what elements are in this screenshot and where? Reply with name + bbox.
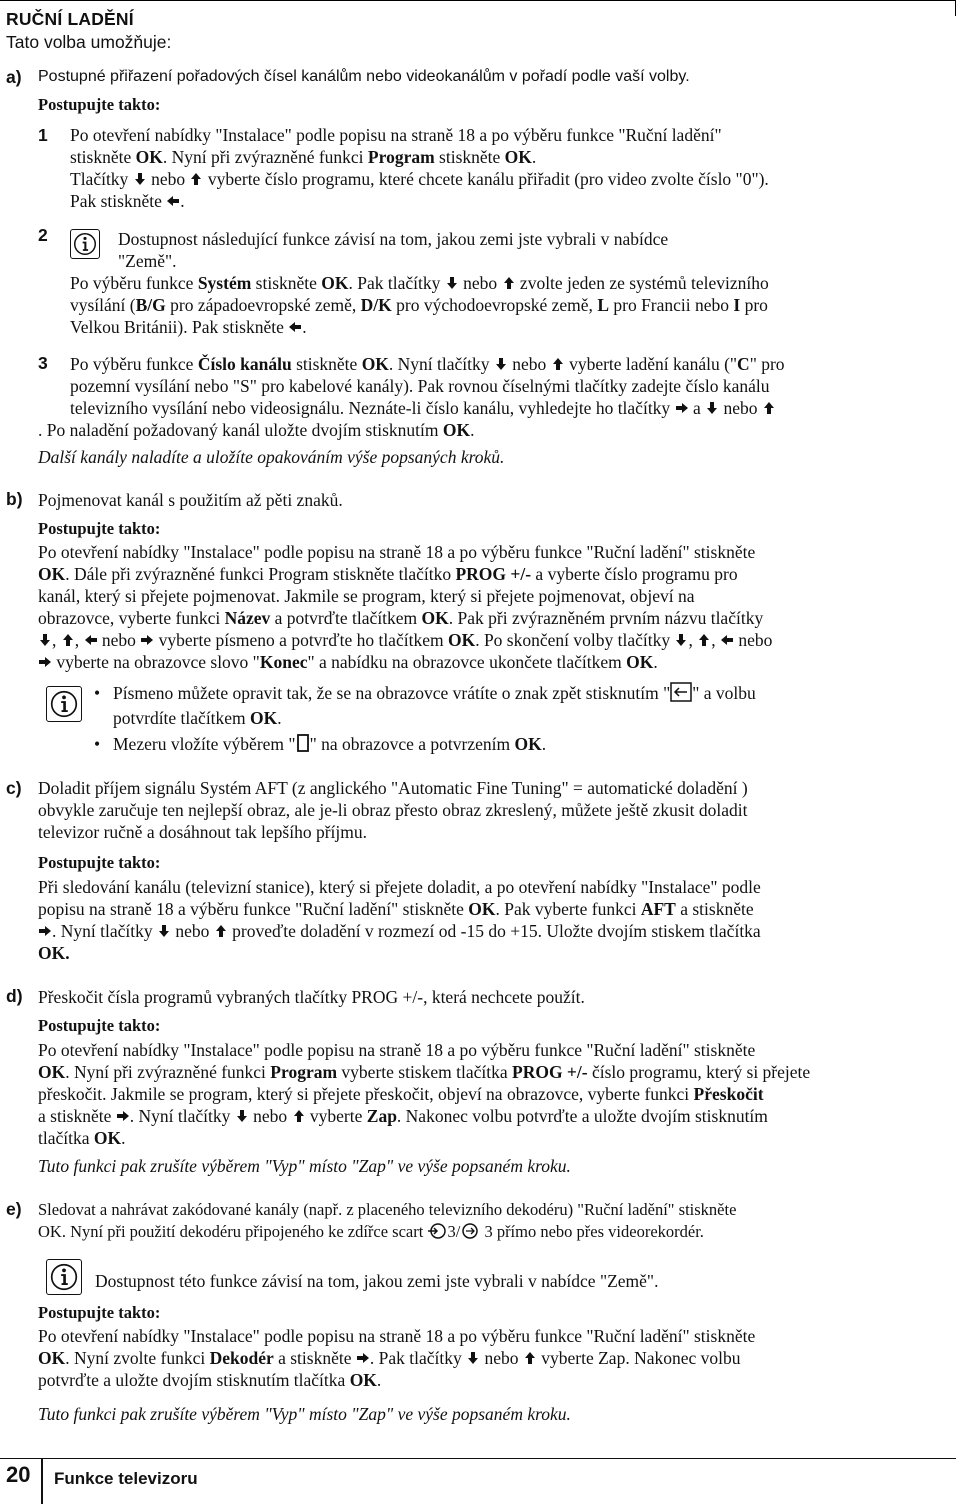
section-a-lead: Postupné přiřazení pořadových čísel kanálům nebo videokanálům v pořadí podle vaší volby. xyxy=(38,68,690,85)
arrow-up-icon xyxy=(214,921,228,935)
section-b-line-3: kanál, který si přejete pojmenovat. Jakmile se program, který si přejete pojmenovat, objeví na xyxy=(38,586,695,606)
section-e-lead-line-2: OK. Nyní při použití dekodéru připojeného ke zdířce scart 3/ 3 přímo nebo přes videorekordér. xyxy=(38,1221,956,1246)
arrow-left-icon xyxy=(84,630,98,644)
arrow-down-icon xyxy=(133,169,147,183)
step-1-line-3: Tlačítky nebo vyberte číslo programu, které chcete kanálu přiřadit (pro video zvolte číslo "0"). xyxy=(70,169,769,189)
step-1-text xyxy=(70,124,950,212)
step-3-text xyxy=(70,353,955,419)
arrow-up-icon xyxy=(551,354,565,368)
section-e-howto: Postupujte takto: xyxy=(38,1303,161,1322)
note-1-line-1: Písmeno můžete opravit tak, že se na obrazovce vrátíte o znak zpět stisknutím " " a volbu xyxy=(113,682,943,707)
section-b-line-2: OK. Dále při zvýrazněné funkci Program stiskněte tlačítko PROG +/- a vyberte číslo programu pro xyxy=(38,564,738,584)
section-e-lead xyxy=(38,1199,956,1246)
arrow-up-icon xyxy=(189,169,203,183)
section-d-line-1: Po otevření nabídky "Instalace" podle popisu na straně 18 a po výběru funkce "Ruční ladění" stiskněte xyxy=(38,1040,756,1060)
section-e-note: Dostupnost této funkce závisí na tom, jakou zemi jste vybrali v nabídce "Země". xyxy=(95,1271,659,1291)
step-1-line-1: Po otevření nabídky "Instalace" podle popisu na straně 18 a po výběru funkce "Ruční ladění" xyxy=(70,125,722,145)
section-d-line-5: tlačítka OK. xyxy=(38,1128,126,1148)
bullet: • xyxy=(94,683,101,703)
section-b-line-1: Po otevření nabídky "Instalace" podle popisu na straně 18 a po výběru funkce "Ruční ladění" stiskněte xyxy=(38,542,756,562)
backspace-icon xyxy=(670,682,692,707)
section-b-line-5: , , nebo vyberte písmeno a potvrďte ho tlačítkem OK. Po skončení volby tlačítky , , nebo xyxy=(38,629,956,651)
step-2-note-line-1: Dostupnost následující funkce závisí na tom, jakou zemi jste vybrali v nabídce xyxy=(118,229,669,249)
step-3-line-2: pozemní vysílání nebo "S" pro kabelové kanály). Pak rovnou číselnými tlačítky zadejte číslo kanálu xyxy=(70,376,770,396)
section-a-howto: Postupujte takto: xyxy=(38,95,161,114)
step-2-line-2: vysílání (B/G pro západoevropské země, D/K pro východoevropské země, L pro Francii nebo I pro xyxy=(70,295,768,315)
info-icon xyxy=(46,1259,82,1295)
step-2-line-1: Po výběru funkce Systém stiskněte OK. Pak tlačítky nebo zvolte jeden ze systémů televizního xyxy=(70,273,769,293)
section-b-note-1 xyxy=(113,682,943,729)
section-e-body xyxy=(38,1325,956,1391)
section-c-body-line-4: OK. xyxy=(38,943,70,963)
section-b-line-4: obrazovce, vyberte funkci Název a potvrďte tlačítkem OK. Pak při zvýrazněném prvním názvu tlačítky xyxy=(38,608,764,628)
arrow-right-icon xyxy=(38,921,52,935)
section-c-body xyxy=(38,876,956,964)
arrow-up-icon xyxy=(61,630,75,644)
arrow-up-icon xyxy=(697,630,711,644)
section-e-line-3: potvrďte a uložte dvojím stisknutím tlačítka OK. xyxy=(38,1370,382,1390)
section-c-line-3: televizor ručně a dosáhnout tak lepšího příjmu. xyxy=(38,822,368,842)
section-b-note-2: Mezeru vložíte výběrem " " na obrazovce a potvrzením OK. xyxy=(113,733,943,758)
arrow-left-icon xyxy=(720,630,734,644)
arrow-up-icon xyxy=(292,1106,306,1120)
top-rule xyxy=(0,0,956,1)
step-2-note-line-2: "Země". xyxy=(118,251,177,271)
space-icon xyxy=(296,733,310,758)
section-d-line-3: přeskočit. Jakmile se program, který si přejete přeskočit, objeví na obrazovce, vyberte funkci Přeskočit xyxy=(38,1084,764,1104)
arrow-down-icon xyxy=(235,1106,249,1120)
section-e-letter: e) xyxy=(6,1199,22,1219)
info-icon xyxy=(70,229,100,259)
section-d-howto: Postupujte takto: xyxy=(38,1016,161,1035)
arrow-down-icon xyxy=(494,354,508,368)
arrow-down-icon xyxy=(705,398,719,412)
step-1-line-2: stiskněte OK. Nyní při zvýrazněné funkci Program stiskněte OK. xyxy=(70,147,537,167)
section-a-letter: a) xyxy=(6,67,22,87)
section-c-letter: c) xyxy=(6,778,22,798)
arrow-right-icon xyxy=(116,1106,130,1120)
step-2-note xyxy=(118,228,948,272)
page-title: RUČNÍ LADĚNÍ xyxy=(6,9,134,29)
section-d-letter: d) xyxy=(6,986,23,1006)
step-3-line-3: televizního vysílání nebo videosignálu. Neznáte-li číslo kanálu, vyhledejte ho tlačítky a nebo xyxy=(70,397,955,419)
section-c-howto: Postupujte takto: xyxy=(38,853,161,872)
step-1-number: 1 xyxy=(38,125,48,145)
arrow-up-icon xyxy=(523,1348,537,1362)
footer-divider xyxy=(41,1458,43,1504)
bullet: • xyxy=(94,734,101,754)
section-d-italic-note: Tuto funkci pak zrušíte výběrem "Vyp" místo "Zap" ve výše popsaném kroku. xyxy=(38,1156,571,1176)
step-2-line-3: Velkou Británii). Pak stiskněte . xyxy=(70,317,307,337)
section-c-line-2: obvykle zaručuje ten nejlepší obraz, ale je-li obraz přesto obraz zkreslený, můžete ještě zkusit doladit xyxy=(38,800,748,820)
step-3-line-1: Po výběru funkce Číslo kanálu stiskněte OK. Nyní tlačítky nebo vyberte ladění kanálu ("C" pro xyxy=(70,354,785,374)
section-d-line-2: OK. Nyní při zvýrazněné funkci Program vyberte stiskem tlačítka PROG +/- číslo programu, který si přejete xyxy=(38,1062,811,1082)
arrow-right-icon xyxy=(140,630,154,644)
section-b-howto: Postupujte takto: xyxy=(38,519,161,538)
arrow-down-icon xyxy=(445,273,459,287)
section-e-lead-line-1: Sledovat a nahrávat zakódované kanály (např. z placeného televizního dekodéru) "Ruční ladění" stiskněte xyxy=(38,1200,737,1219)
arrow-down-icon xyxy=(674,630,688,644)
arrow-right-icon xyxy=(38,652,52,666)
scart-input-icon xyxy=(427,1222,447,1246)
note-1-line-2: potvrdíte tlačítkem OK. xyxy=(113,708,282,728)
section-c-body-line-1: Při sledování kanálu (televizní stanice), který si přejete doladit, a po otevření nabídky "Instalace" podle xyxy=(38,877,761,897)
arrow-left-icon xyxy=(166,191,180,205)
arrow-up-icon xyxy=(762,398,776,412)
section-e-line-2: OK. Nyní zvolte funkci Dekodér a stiskněte . Pak tlačítky nebo vyberte Zap. Nakonec volbu xyxy=(38,1348,741,1368)
section-e-italic-note: Tuto funkci pak zrušíte výběrem "Vyp" místo "Zap" ve výše popsaném kroku. xyxy=(38,1404,571,1424)
page-subtitle: Tato volba umožňuje: xyxy=(6,32,172,52)
step-2-text xyxy=(70,272,955,338)
section-b-lead: Pojmenovat kanál s použitím až pěti znaků. xyxy=(38,490,343,510)
footer-section-title: Funkce televizoru xyxy=(54,1469,198,1488)
arrow-down-icon xyxy=(466,1348,480,1362)
step-3-line-4: . Po naladění požadovaný kanál uložte dvojím stisknutím OK. xyxy=(38,420,475,440)
section-c-lead xyxy=(38,777,956,843)
page-number: 20 xyxy=(6,1462,31,1487)
step-2-number: 2 xyxy=(38,225,48,245)
arrow-left-icon xyxy=(288,317,302,331)
arrow-right-icon xyxy=(675,398,689,412)
arrow-right-icon xyxy=(356,1348,370,1362)
step-1-line-4: Pak stiskněte . xyxy=(70,191,185,211)
section-a-italic-note: Další kanály naladíte a uložíte opakováním výše popsaných kroků. xyxy=(38,447,505,467)
section-d-lead: Přeskočit čísla programů vybraných tlačítky PROG +/-, která nechcete použít. xyxy=(38,987,585,1007)
section-b-letter: b) xyxy=(6,489,23,509)
info-icon xyxy=(46,686,82,722)
section-c-line-1: Doladit příjem signálu Systém AFT (z anglického "Automatic Fine Tuning" = automatické doladění ) xyxy=(38,778,748,798)
step-3-number: 3 xyxy=(38,353,48,373)
section-b-body xyxy=(38,541,956,673)
scart-output-icon xyxy=(460,1222,480,1246)
section-c-body-line-2: popisu na straně 18 a výběru funkce "Ruční ladění" stiskněte OK. Pak vyberte funkci AFT a stiskněte xyxy=(38,899,754,919)
section-d-line-4: a stiskněte . Nyní tlačítky nebo vyberte Zap. Nakonec volbu potvrďte a uložte dvojím stisknutím xyxy=(38,1106,768,1126)
footer-rule xyxy=(0,1458,956,1459)
section-c-body-line-3: . Nyní tlačítky nebo proveďte doladění v rozmezí od -15 do +15. Uložte dvojím stiskem tlačítka xyxy=(38,920,956,942)
section-b-line-6: vyberte na obrazovce slovo "Konec" a nabídku na obrazovce ukončete tlačítkem OK. xyxy=(38,651,956,673)
corner-rule xyxy=(955,0,956,16)
section-d-body xyxy=(38,1039,956,1149)
arrow-down-icon xyxy=(38,630,52,644)
section-e-line-1: Po otevření nabídky "Instalace" podle popisu na straně 18 a po výběru funkce "Ruční ladění" stiskněte xyxy=(38,1326,756,1346)
arrow-down-icon xyxy=(157,921,171,935)
arrow-up-icon xyxy=(502,273,516,287)
